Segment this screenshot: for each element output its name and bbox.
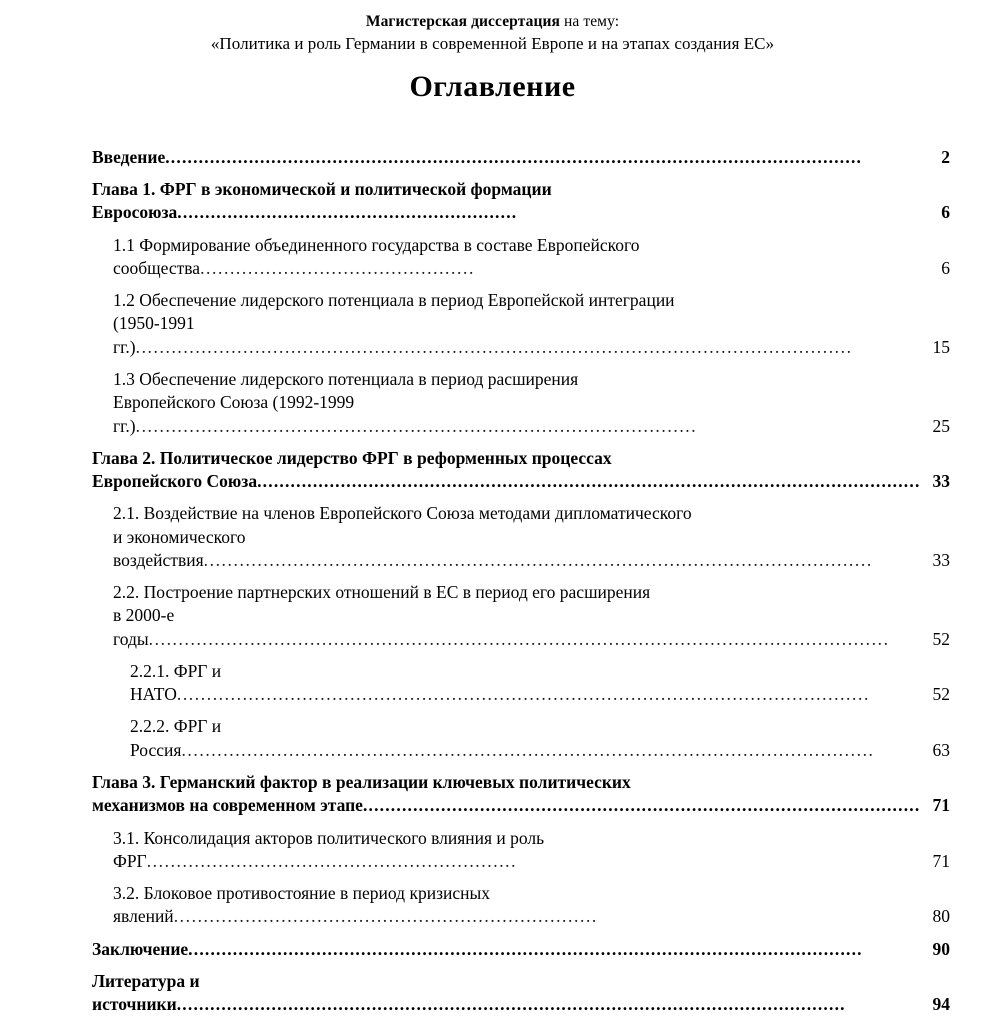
toc-page-number: 71 <box>932 850 950 871</box>
toc-page-number: 33 <box>932 471 950 492</box>
toc-entry-label: и экономического воздействия <box>113 526 246 570</box>
toc-page-number: 52 <box>932 628 950 649</box>
toc-entry-label: механизмов на современном этапе <box>92 795 363 816</box>
toc-entry-text-wrap <box>92 970 924 1016</box>
toc-entry-row <box>113 234 950 281</box>
toc-entry-label: Европейского Союза (1992-1999 гг.) <box>113 392 355 436</box>
dot-leader: .................................................................................................................... <box>181 739 875 760</box>
dot-leader: ........................................................................................................................ <box>135 336 853 357</box>
toc-entry-row <box>92 938 950 961</box>
toc-entry-label: Литература и источники <box>92 970 200 1015</box>
toc-entry-line: 2.1. Воздействие на членов Европейского Союза методами дипломатического <box>113 503 692 524</box>
toc-entry-row <box>113 391 950 438</box>
toc-entry[interactable] <box>92 771 950 818</box>
toc-page-number: 94 <box>932 994 950 1015</box>
toc-entry[interactable] <box>92 970 950 1016</box>
toc-entry-line: 2.2. Построение партнерских отношений в ЕС в период его расширения <box>113 582 651 603</box>
thesis-type-line <box>0 12 985 32</box>
toc-page-number: 2 <box>941 146 950 167</box>
toc-page-number: 52 <box>932 684 950 705</box>
toc-entry[interactable] <box>113 502 950 572</box>
toc-entry-text-wrap <box>113 827 924 874</box>
toc-entry-text-wrap <box>113 604 924 651</box>
dot-leader: ............................................................. <box>177 202 518 223</box>
toc-page-number: 15 <box>932 336 950 357</box>
dot-leader: .............................................................. <box>146 850 518 871</box>
toc-entry-line: Глава 3. Германский фактор в реализации ключевых политических <box>92 772 631 792</box>
toc-entry[interactable] <box>113 581 950 651</box>
toc-entry-text-wrap <box>130 715 924 762</box>
toc-entry-text-wrap <box>113 526 924 573</box>
dot-leader: ....................................................................... <box>173 906 598 927</box>
toc-entry[interactable] <box>130 660 950 707</box>
toc-entry-label: в 2000-е годы <box>113 605 175 649</box>
toc-entry-row <box>113 312 950 359</box>
toc-entry-text-wrap <box>92 938 924 961</box>
page-title: Оглавление <box>409 69 576 103</box>
toc-entry-text-wrap <box>130 660 924 707</box>
toc-entry-text-wrap <box>92 794 924 817</box>
toc-page-number: 25 <box>932 415 950 436</box>
toc-entry-line: 1.2 Обеспечение лидерского потенциала в период Европейской интеграции <box>113 290 675 311</box>
toc-entry-label: Глава 1. ФРГ в экономической и политической формации Евросоюза <box>92 179 552 223</box>
table-of-contents <box>0 146 985 1016</box>
toc-entry[interactable] <box>130 715 950 762</box>
toc-entry-row <box>130 660 950 707</box>
dot-leader: ....................................................................................................................... <box>257 471 921 492</box>
toc-entry-text-wrap <box>113 882 924 929</box>
dot-leader: ............................................................................................................................ <box>148 628 890 649</box>
toc-entry-text-wrap <box>113 391 924 438</box>
toc-page-number: 80 <box>932 906 950 927</box>
thesis-type-rest: на тему: <box>560 13 620 30</box>
toc-entry-label: 3.1. Консолидация акторов политического влияния и роль ФРГ <box>113 827 545 871</box>
toc-entry-text-wrap <box>92 146 924 169</box>
dot-leader: .............................................. <box>200 257 475 278</box>
thesis-topic-line: «Политика и роль Германии в современной Европе и на этапах создания ЕС» <box>210 34 775 54</box>
toc-entry[interactable] <box>92 447 950 494</box>
toc-entry-text-wrap <box>113 312 924 359</box>
toc-page-number: 33 <box>932 549 950 570</box>
toc-entry-line: Глава 2. Политическое лидерство ФРГ в реформенных процессах <box>92 447 612 468</box>
toc-entry-row <box>92 146 950 169</box>
toc-entry[interactable] <box>113 289 950 359</box>
dot-leader: .................................................................................................... <box>362 795 921 816</box>
toc-entry-label: Заключение <box>92 938 189 959</box>
toc-entry-row <box>113 604 950 651</box>
toc-entry-row <box>92 178 950 225</box>
toc-entry-row <box>92 470 950 493</box>
toc-entry[interactable] <box>92 146 950 169</box>
dot-leader: .............................................................................................. <box>135 415 698 436</box>
toc-entry[interactable] <box>113 368 950 438</box>
dot-leader: ............................................................................................................................. <box>165 146 863 167</box>
toc-entry-row <box>92 794 950 817</box>
toc-entry-label: 2.2.2. ФРГ и Россия <box>130 716 222 760</box>
toc-entry-row <box>130 715 950 762</box>
toc-entry-row <box>113 526 950 573</box>
dot-leader: ......................................................................................................................... <box>188 938 863 959</box>
toc-page-number: 71 <box>932 795 950 816</box>
toc-entry-row <box>92 970 950 1016</box>
toc-page-number: 90 <box>932 938 950 959</box>
toc-entry-label: 3.2. Блоковое противостояние в период кризисных явлений <box>113 883 490 927</box>
toc-entry-row <box>113 827 950 874</box>
toc-entry[interactable] <box>113 827 950 874</box>
dot-leader: ........................................................................................................................ <box>176 994 846 1015</box>
document-header <box>0 0 985 56</box>
dot-leader: .................................................................................................................... <box>176 684 870 705</box>
toc-entry-text-wrap <box>92 470 924 493</box>
thesis-type-bold: Магистерская диссертация <box>365 13 560 30</box>
dot-leader: ................................................................................................................ <box>203 549 873 570</box>
toc-page-number: 6 <box>941 202 950 223</box>
toc-entry-label: 1.1 Формирование объединенного государства в составе Европейского сообщества <box>113 234 640 278</box>
toc-entry-label: 2.2.1. ФРГ и НАТО <box>130 660 222 705</box>
toc-page-number: 6 <box>941 257 950 278</box>
toc-page-number: 63 <box>932 739 950 760</box>
toc-entry[interactable] <box>113 234 950 281</box>
toc-entry-text-wrap <box>92 178 924 225</box>
toc-entry-label: (1950-1991 гг.) <box>113 313 195 357</box>
toc-entry-text-wrap <box>113 234 924 281</box>
toc-entry-label: Введение <box>92 146 166 167</box>
toc-entry-label: Европейского Союза <box>92 471 258 492</box>
toc-entry[interactable] <box>92 178 950 225</box>
toc-entry[interactable] <box>92 938 950 961</box>
toc-entry-row <box>113 882 950 929</box>
toc-entry-line: 1.3 Обеспечение лидерского потенциала в период расширения <box>113 369 579 390</box>
toc-entry[interactable] <box>113 882 950 929</box>
